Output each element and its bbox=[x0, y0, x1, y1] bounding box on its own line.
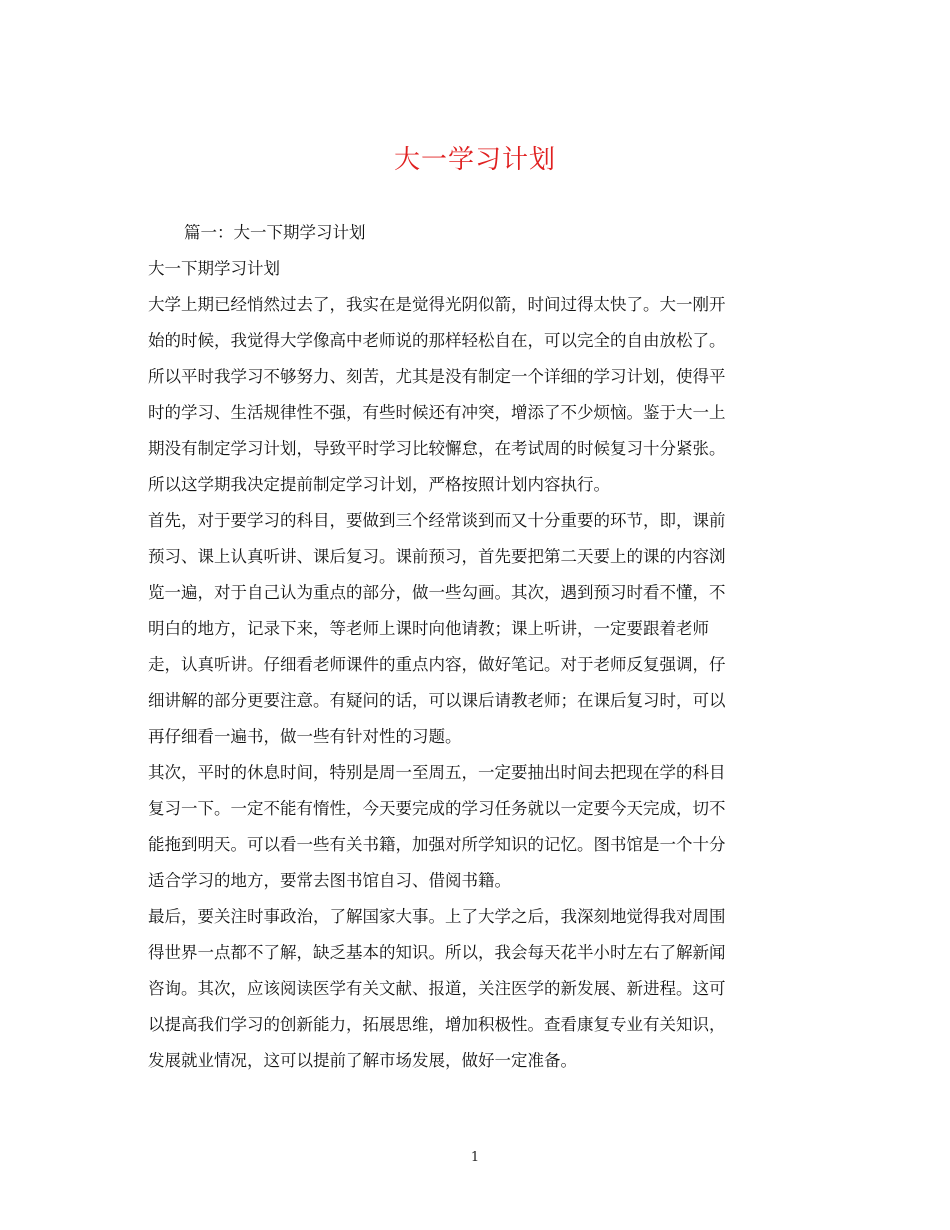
text-line: 再仔细看一遍书，做一些有针对性的习题。 bbox=[148, 727, 462, 746]
document-body bbox=[148, 215, 798, 1079]
page-number: 1 bbox=[470, 1150, 480, 1165]
text-line: 时的学习、生活规律性不强，有些时候还有冲突，增添了不少烦恼。鉴于大一上 bbox=[148, 403, 726, 422]
text-line: 所以平时我学习不够努力、刻苦，尤其是没有制定一个详细的学习计划，使得平 bbox=[148, 367, 726, 386]
document-title: 大一学习计划 bbox=[393, 145, 556, 175]
text-line: 大学上期已经悄然过去了，我实在是觉得光阴似箭，时间过得太快了。大一刚开 bbox=[148, 295, 726, 314]
text-line: 发展就业情况，这可以提前了解市场发展，做好一定准备。 bbox=[148, 1051, 577, 1070]
text-line: 始的时候，我觉得大学像高中老师说的那样轻松自在，可以完全的自由放松了。 bbox=[148, 331, 726, 350]
text-line: 明白的地方，记录下来，等老师上课时向他请教；课上听讲，一定要跟着老师 bbox=[148, 619, 709, 638]
text-line: 得世界一点都不了解，缺乏基本的知识。所以，我会每天花半小时左右了解新闻 bbox=[148, 943, 726, 962]
text-line: 复习一下。一定不能有惰性，今天要完成的学习任务就以一定要今天完成，切不 bbox=[148, 799, 726, 818]
text-line: 细讲解的部分更要注意。有疑问的话，可以课后请教老师；在课后复习时，可以 bbox=[148, 691, 726, 710]
text-line: 适合学习的地方，要常去图书馆自习、借阅书籍。 bbox=[148, 871, 511, 890]
text-line: 其次，平时的休息时间，特别是周一至周五，一定要抽出时间去把现在学的科目 bbox=[148, 763, 726, 782]
text-line: 首先，对于要学习的科目，要做到三个经常谈到而又十分重要的环节，即，课前 bbox=[148, 511, 726, 530]
text-line: 咨询。其次，应该阅读医学有关文献、报道，关注医学的新发展、新进程。这可 bbox=[148, 979, 726, 998]
text-line: 最后，要关注时事政治，了解国家大事。上了大学之后，我深刻地觉得我对周围 bbox=[148, 907, 726, 926]
subsection-heading: 大一下期学习计划 bbox=[148, 259, 280, 278]
text-line: 预习、课上认真听讲、课后复习。课前预习，首先要把第二天要上的课的内容浏 bbox=[148, 547, 726, 566]
text-line: 以提高我们学习的创新能力，拓展思维，增加积极性。查看康复专业有关知识， bbox=[148, 1015, 726, 1034]
text-line: 能拖到明天。可以看一些有关书籍，加强对所学知识的记忆。图书馆是一个十分 bbox=[148, 835, 726, 854]
text-line: 所以这学期我决定提前制定学习计划，严格按照计划内容执行。 bbox=[148, 475, 610, 494]
text-line: 览一遍，对于自己认为重点的部分，做一些勾画。其次，遇到预习时看不懂，不 bbox=[148, 583, 726, 602]
text-line: 走，认真听讲。仔细看老师课件的重点内容，做好笔记。对于老师反复强调，仔 bbox=[148, 655, 726, 674]
section-heading: 篇一：大一下期学习计划 bbox=[184, 223, 366, 242]
text-line: 期没有制定学习计划，导致平时学习比较懈怠，在考试周的时候复习十分紧张。 bbox=[148, 439, 726, 458]
